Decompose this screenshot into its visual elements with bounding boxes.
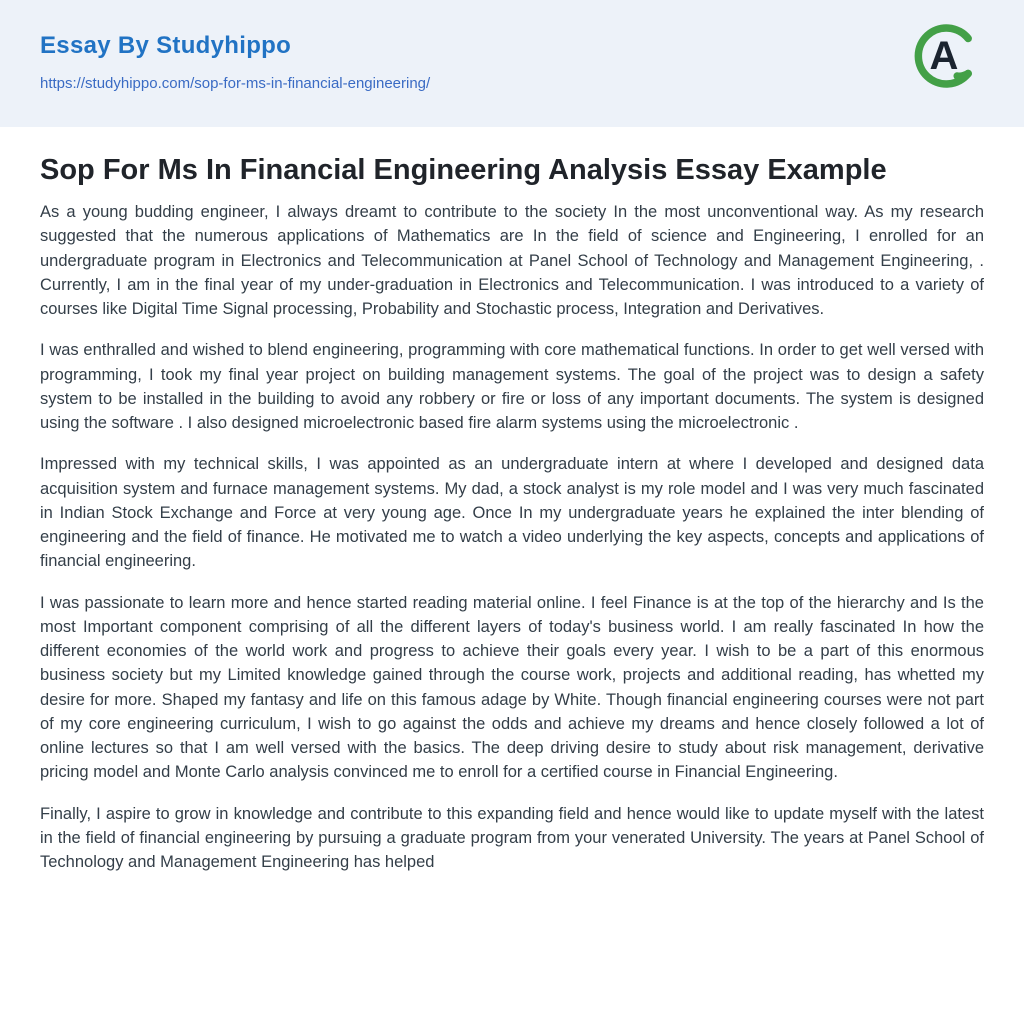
source-url-link[interactable]: https://studyhippo.com/sop-for-ms-in-financial-engineering/: [40, 75, 431, 92]
site-title: Essay By Studyhippo: [40, 32, 292, 59]
essay-body: [40, 200, 984, 874]
studyhippo-logo-icon: [912, 22, 980, 90]
essay-paragraph: Impressed with my technical skills, I was appointed as an undergraduate intern at where I developed and designed data acquisition system and furnace management systems. My dad, a stock analyst is my role model and I was very much fascinated in Indian Stock Exchange and Force at very young age. Once In my undergraduate years he explained the inter blending of engineering and the field of finance. He motivated me to watch a video underlying the key aspects, concepts and applications of financial engineering.: [40, 455, 984, 571]
essay-paragraph: As a young budding engineer, I always dreamt to contribute to the society In the most unconventional way. As my research suggested that the numerous applications of Mathematics are In the field of science and Engineering, I enrolled for an undergraduate program in Electronics and Telecommunication at Panel School of Technology and Management Engineering, . Currently, I am in the final year of my under-graduation in Electronics and Telecommunication. I was introduced to a variety of courses like Digital Time Signal processing, Probability and Stochastic process, Integration and Derivatives.: [40, 203, 984, 319]
site-header: [0, 0, 1024, 127]
header-text-block: [40, 32, 430, 92]
essay-paragraph: I was enthralled and wished to blend engineering, programming with core mathematical functions. In order to get well versed with programming, I took my final year project on building management systems. The goal of the project was to design a safety system to be installed in the building to avoid any robbery or fire or loss of any important documents. The system is designed using the software . I also designed microelectronic based fire alarm systems using the microelectronic .: [40, 341, 984, 433]
svg-text:A: A: [929, 34, 959, 78]
essay-content: [0, 127, 1024, 874]
essay-title: Sop For Ms In Financial Engineering Analysis Essay Example: [40, 154, 887, 186]
essay-paragraph: I was passionate to learn more and hence started reading material online. I feel Finance is at the top of the hierarchy and Is the most Important component comprising of all the different layers of today's business world. I am really fascinated In how the different economies of the world work and progress to achieve their goals every year. I wish to be a part of this enormous business society but my Limited knowledge gained through the course work, projects and additional reading, has whetted my desire for more. Shaped my fantasy and life on this famous adage by White. Though financial engineering courses were not part of my core engineering curriculum, I wish to go against the odds and achieve my dreams and hence closely followed a lot of online lectures so that I am well versed with the basics. The deep driving desire to study about risk management, derivative pricing model and Monte Carlo analysis convinced me to enroll for a certified course in Financial Engineering.: [40, 593, 984, 782]
essay-paragraph: Finally, I aspire to grow in knowledge and contribute to this expanding field and hence would like to update myself with the latest in the field of financial engineering by pursuing a graduate program from your venerated University. The years at Panel School of Technology and Management Engineering has helped: [40, 804, 984, 872]
